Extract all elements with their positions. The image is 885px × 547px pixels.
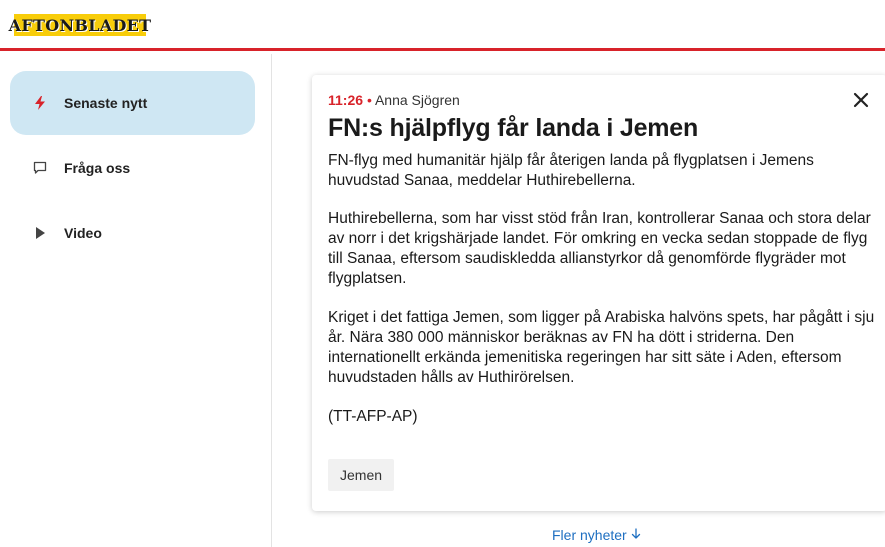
tag-label: Jemen <box>340 467 383 483</box>
chat-bubble-icon <box>32 160 48 176</box>
bolt-icon <box>32 95 48 111</box>
sidebar <box>0 54 272 547</box>
sidebar-item-senaste-nytt[interactable] <box>10 71 255 135</box>
sidebar-item-label: Video <box>64 225 102 241</box>
sidebar-item-label: Fråga oss <box>64 160 131 176</box>
sidebar-item-video[interactable] <box>10 201 255 265</box>
tag-jemen[interactable] <box>328 459 394 491</box>
arrow-down-icon <box>631 527 641 543</box>
sidebar-item-fraga-oss[interactable] <box>10 136 255 200</box>
logo-text: AFTONBLADET <box>8 15 152 35</box>
play-icon <box>32 225 48 241</box>
meta-separator: • <box>366 92 372 108</box>
sidebar-item-label: Senaste nytt <box>64 95 148 111</box>
article-paragraph: Kriget i det fattiga Jemen, som ligger på Arabiska halvöns spets, har pågått i sju år. Nära 380 000 människor beräknas av FN ha dött i striderna. Den internationellt erkända jemenitiska regeringen har sitt säte i Aden, eftersom huvudstaden hålls av Huthirörelsen. <box>328 309 875 386</box>
article-time: 11:26 <box>328 92 364 108</box>
article-source: (TT-AFP-AP) <box>328 408 418 425</box>
close-icon[interactable] <box>852 91 870 109</box>
article-paragraph: Huthirebellerna, som har visst stöd från Iran, kontrollerar Sanaa och stora delar av norr i det krigshärjade landet. För omkring en vecka sedan stoppade de flyg till Sanaa, eftersom saudiskledda allianstyrkor då genomförde flygräder mot flygplatsen. <box>328 210 871 287</box>
aftonbladet-logo[interactable] <box>8 14 152 36</box>
article-card <box>312 75 885 511</box>
article-author: Anna Sjögren <box>374 92 460 108</box>
article-title: FN:s hjälpflyg får landa i Jemen <box>328 114 699 142</box>
more-news-link[interactable] <box>552 527 641 543</box>
article-meta <box>328 92 460 108</box>
article-paragraph: FN-flyg med humanitär hjälp får återigen landa på flygplatsen i Jemens huvudstad Sanaa, meddelar Huthirebellerna. <box>328 152 814 189</box>
more-news-label: Fler nyheter <box>552 527 627 543</box>
site-header <box>0 0 885 51</box>
